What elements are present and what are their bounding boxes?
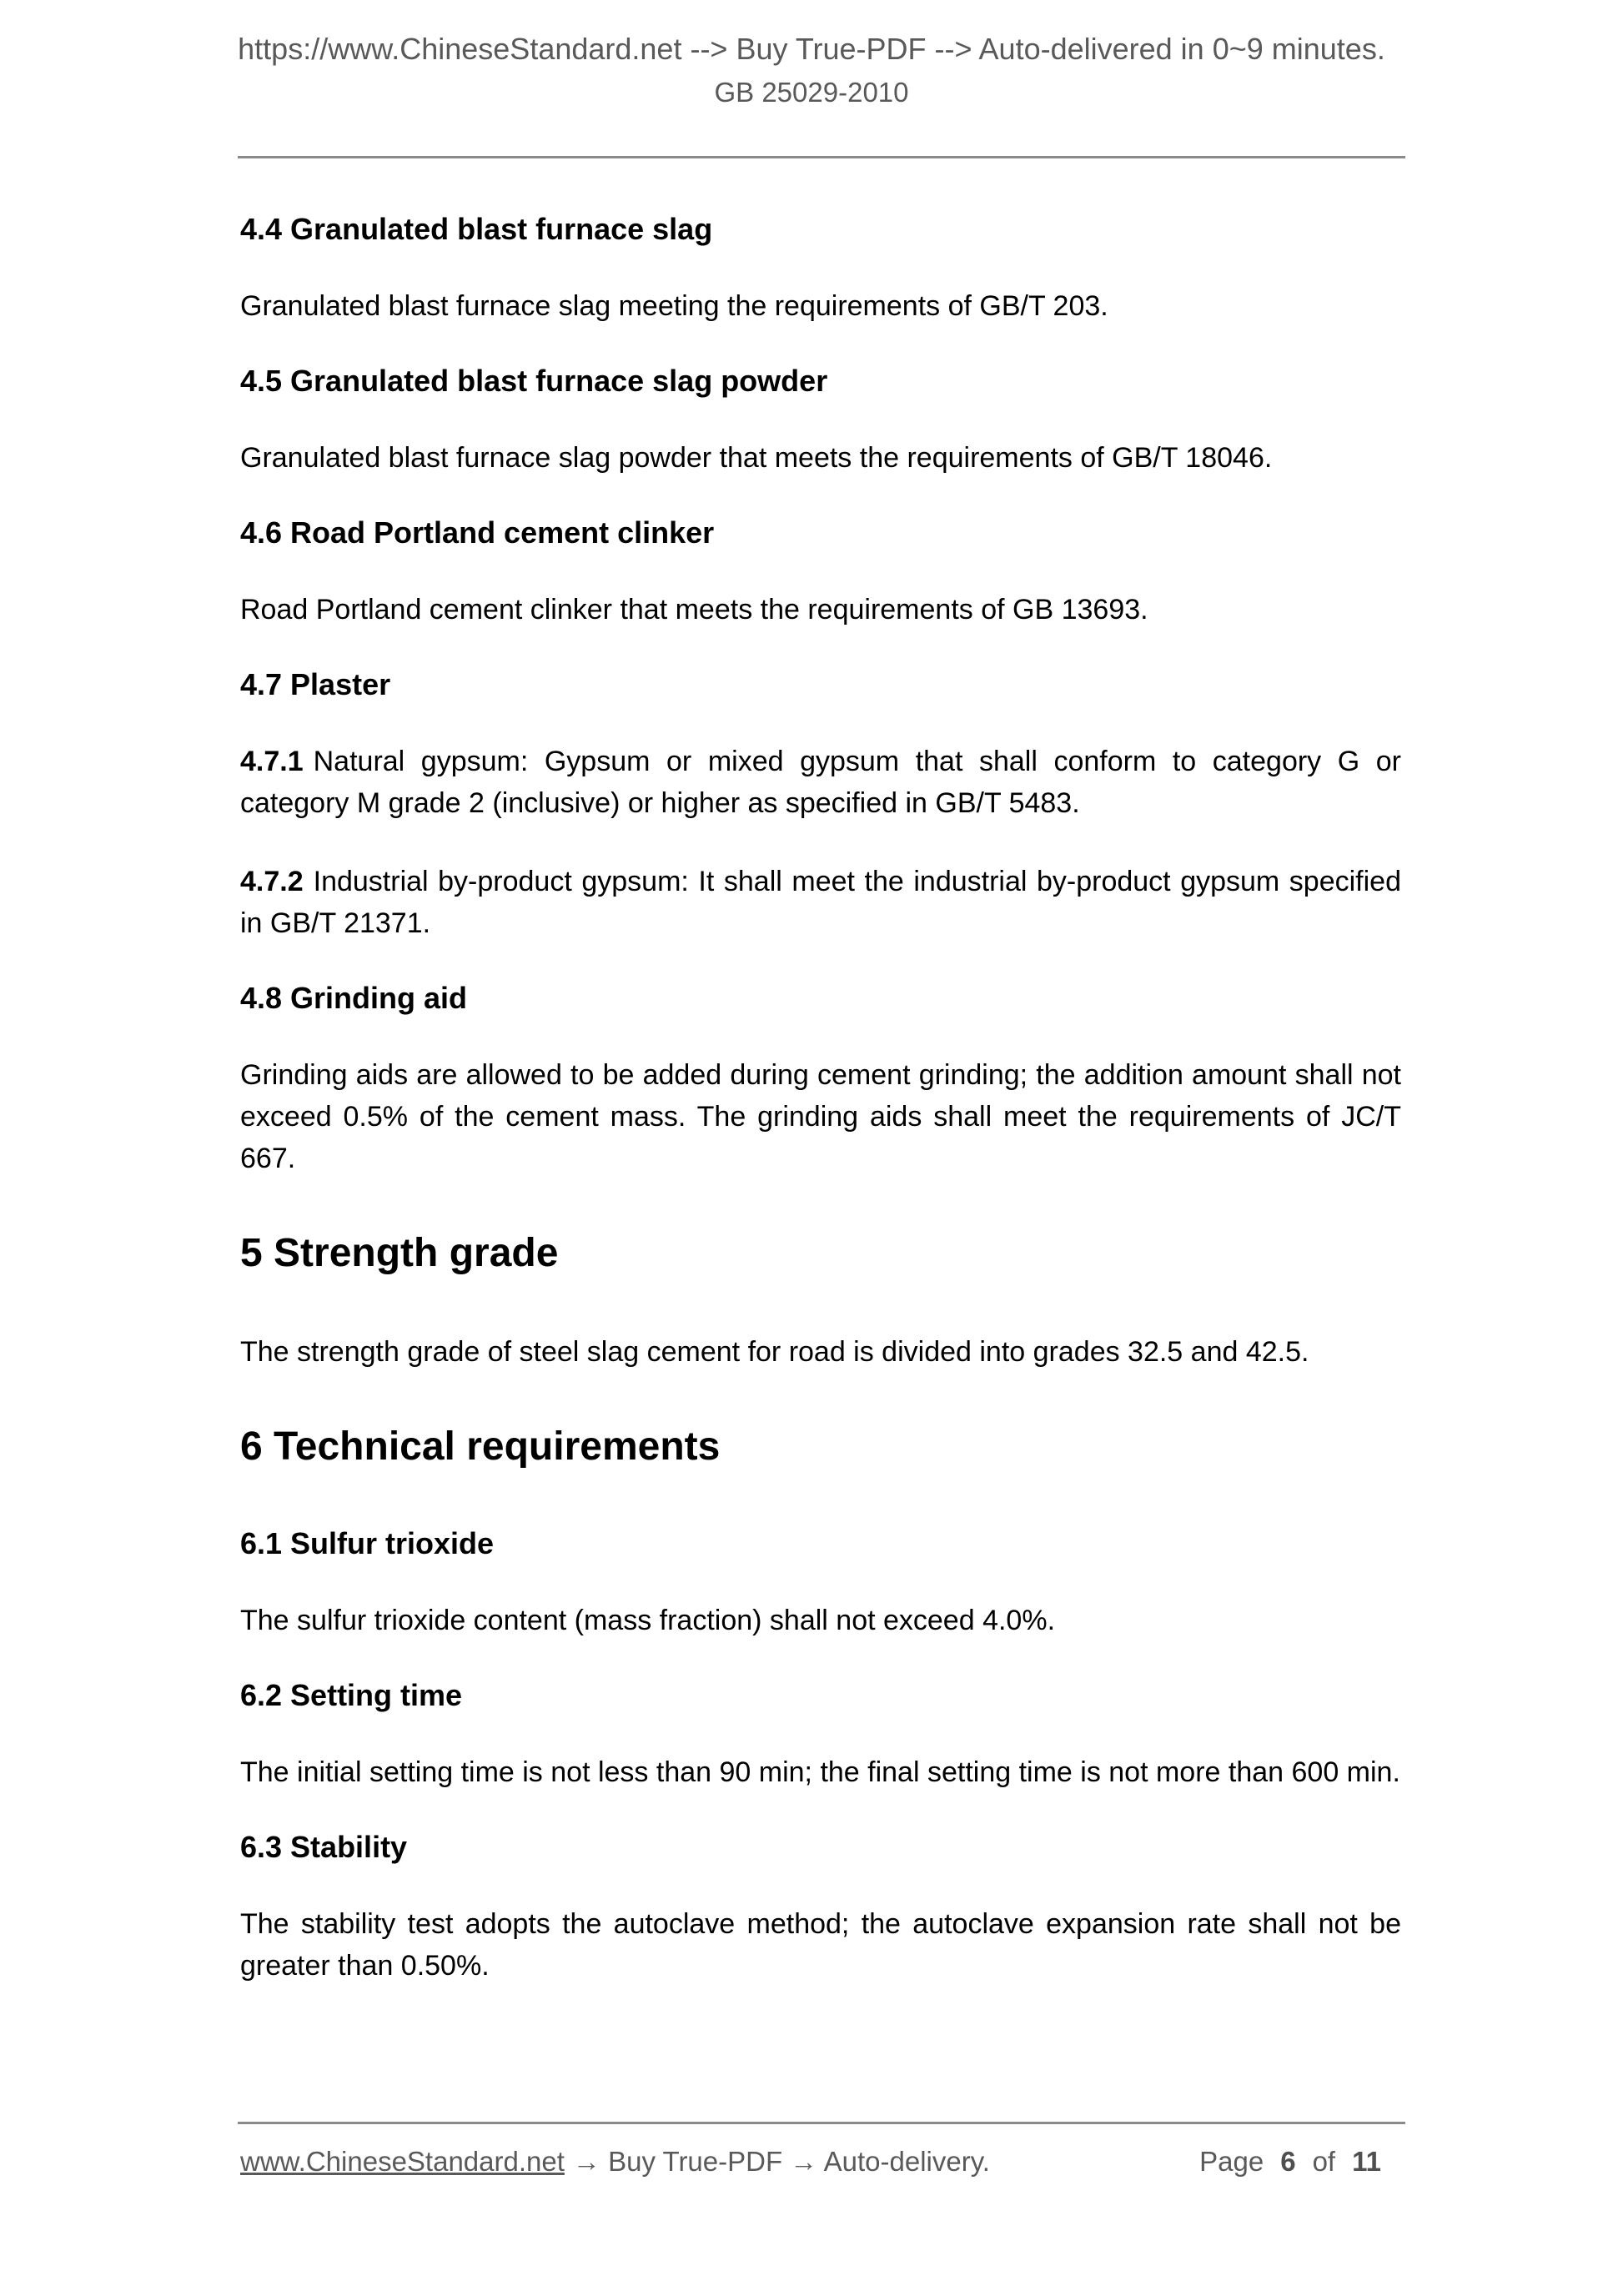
para-6-1: The sulfur trioxide content (mass fraction) shall not exceed 4.0%. bbox=[240, 1605, 1056, 1636]
heading-6-3: 6.3 Stability bbox=[240, 1830, 408, 1864]
page-total: 11 bbox=[1352, 2146, 1381, 2177]
para-4-7-1-number: 4.7.1 bbox=[240, 746, 304, 777]
page-of-label: of bbox=[1312, 2146, 1336, 2177]
para-4-7-1 bbox=[240, 741, 1401, 824]
heading-4-4: 4.4 Granulated blast furnace slag bbox=[240, 212, 713, 246]
page-indicator bbox=[1199, 2143, 1381, 2180]
heading-6: 6 Technical requirements bbox=[240, 1424, 721, 1469]
para-5: The strength grade of steel slag cement for road is divided into grades 32.5 and 42.5. bbox=[240, 1336, 1309, 1368]
heading-5: 5 Strength grade bbox=[240, 1231, 559, 1275]
heading-4-7: 4.7 Plaster bbox=[240, 667, 391, 701]
para-4-4: Granulated blast furnace slag meeting the requirements of GB/T 203. bbox=[240, 290, 1108, 322]
para-4-5: Granulated blast furnace slag powder that meets the requirements of GB/T 18046. bbox=[240, 442, 1273, 474]
document-body bbox=[240, 210, 1401, 1987]
page-footer bbox=[240, 2143, 1401, 2180]
heading-6-2: 6.2 Setting time bbox=[240, 1678, 463, 1712]
heading-4-6: 4.6 Road Portland cement clinker bbox=[240, 515, 715, 550]
para-4-6: Road Portland cement clinker that meets the requirements of GB 13693. bbox=[240, 594, 1148, 625]
para-4-7-2-text: Industrial by-product gypsum: It shall meet the industrial by-product gypsum specified in GB/T 21371. bbox=[240, 866, 1401, 939]
para-4-7-2 bbox=[240, 861, 1401, 944]
heading-4-5: 4.5 Granulated blast furnace slag powder bbox=[240, 364, 828, 398]
footer-breadcrumb bbox=[240, 2143, 990, 2180]
para-6-2: The initial setting time is not less than 90 min; the final setting time is not more than 600 min. bbox=[240, 1756, 1400, 1788]
page-current: 6 bbox=[1280, 2146, 1296, 2177]
para-4-8: Grinding aids are allowed to be added during cement grinding; the addition amount shall not exceed 0.5% of the cement mass. The grinding aids shall meet the requirements of JC/T 667. bbox=[240, 1059, 1401, 1174]
footer-delivery-text: → Buy True-PDF → Auto-delivery. bbox=[572, 2146, 990, 2177]
header-doc-number: GB 25029-2010 bbox=[714, 77, 909, 108]
footer-link[interactable]: www.ChineseStandard.net bbox=[240, 2146, 565, 2177]
header-divider bbox=[238, 156, 1405, 158]
para-6-3: The stability test adopts the autoclave method; the autoclave expansion rate shall not be greater than 0.50%. bbox=[240, 1908, 1401, 1982]
page-header bbox=[228, 30, 1395, 110]
footer-divider bbox=[238, 2122, 1405, 2124]
heading-6-1: 6.1 Sulfur trioxide bbox=[240, 1526, 495, 1560]
para-4-7-2-number: 4.7.2 bbox=[240, 866, 304, 897]
header-source-line: https://www.ChineseStandard.net --> Buy True-PDF --> Auto-delivered in 0~9 minutes. bbox=[238, 32, 1385, 66]
para-4-7-1-text: Natural gypsum: Gypsum or mixed gypsum that shall conform to category G or category M grade 2 (inclusive) or higher as specified in GB/T 5483. bbox=[240, 746, 1401, 819]
page-label: Page bbox=[1199, 2146, 1264, 2177]
heading-4-8: 4.8 Grinding aid bbox=[240, 981, 468, 1015]
